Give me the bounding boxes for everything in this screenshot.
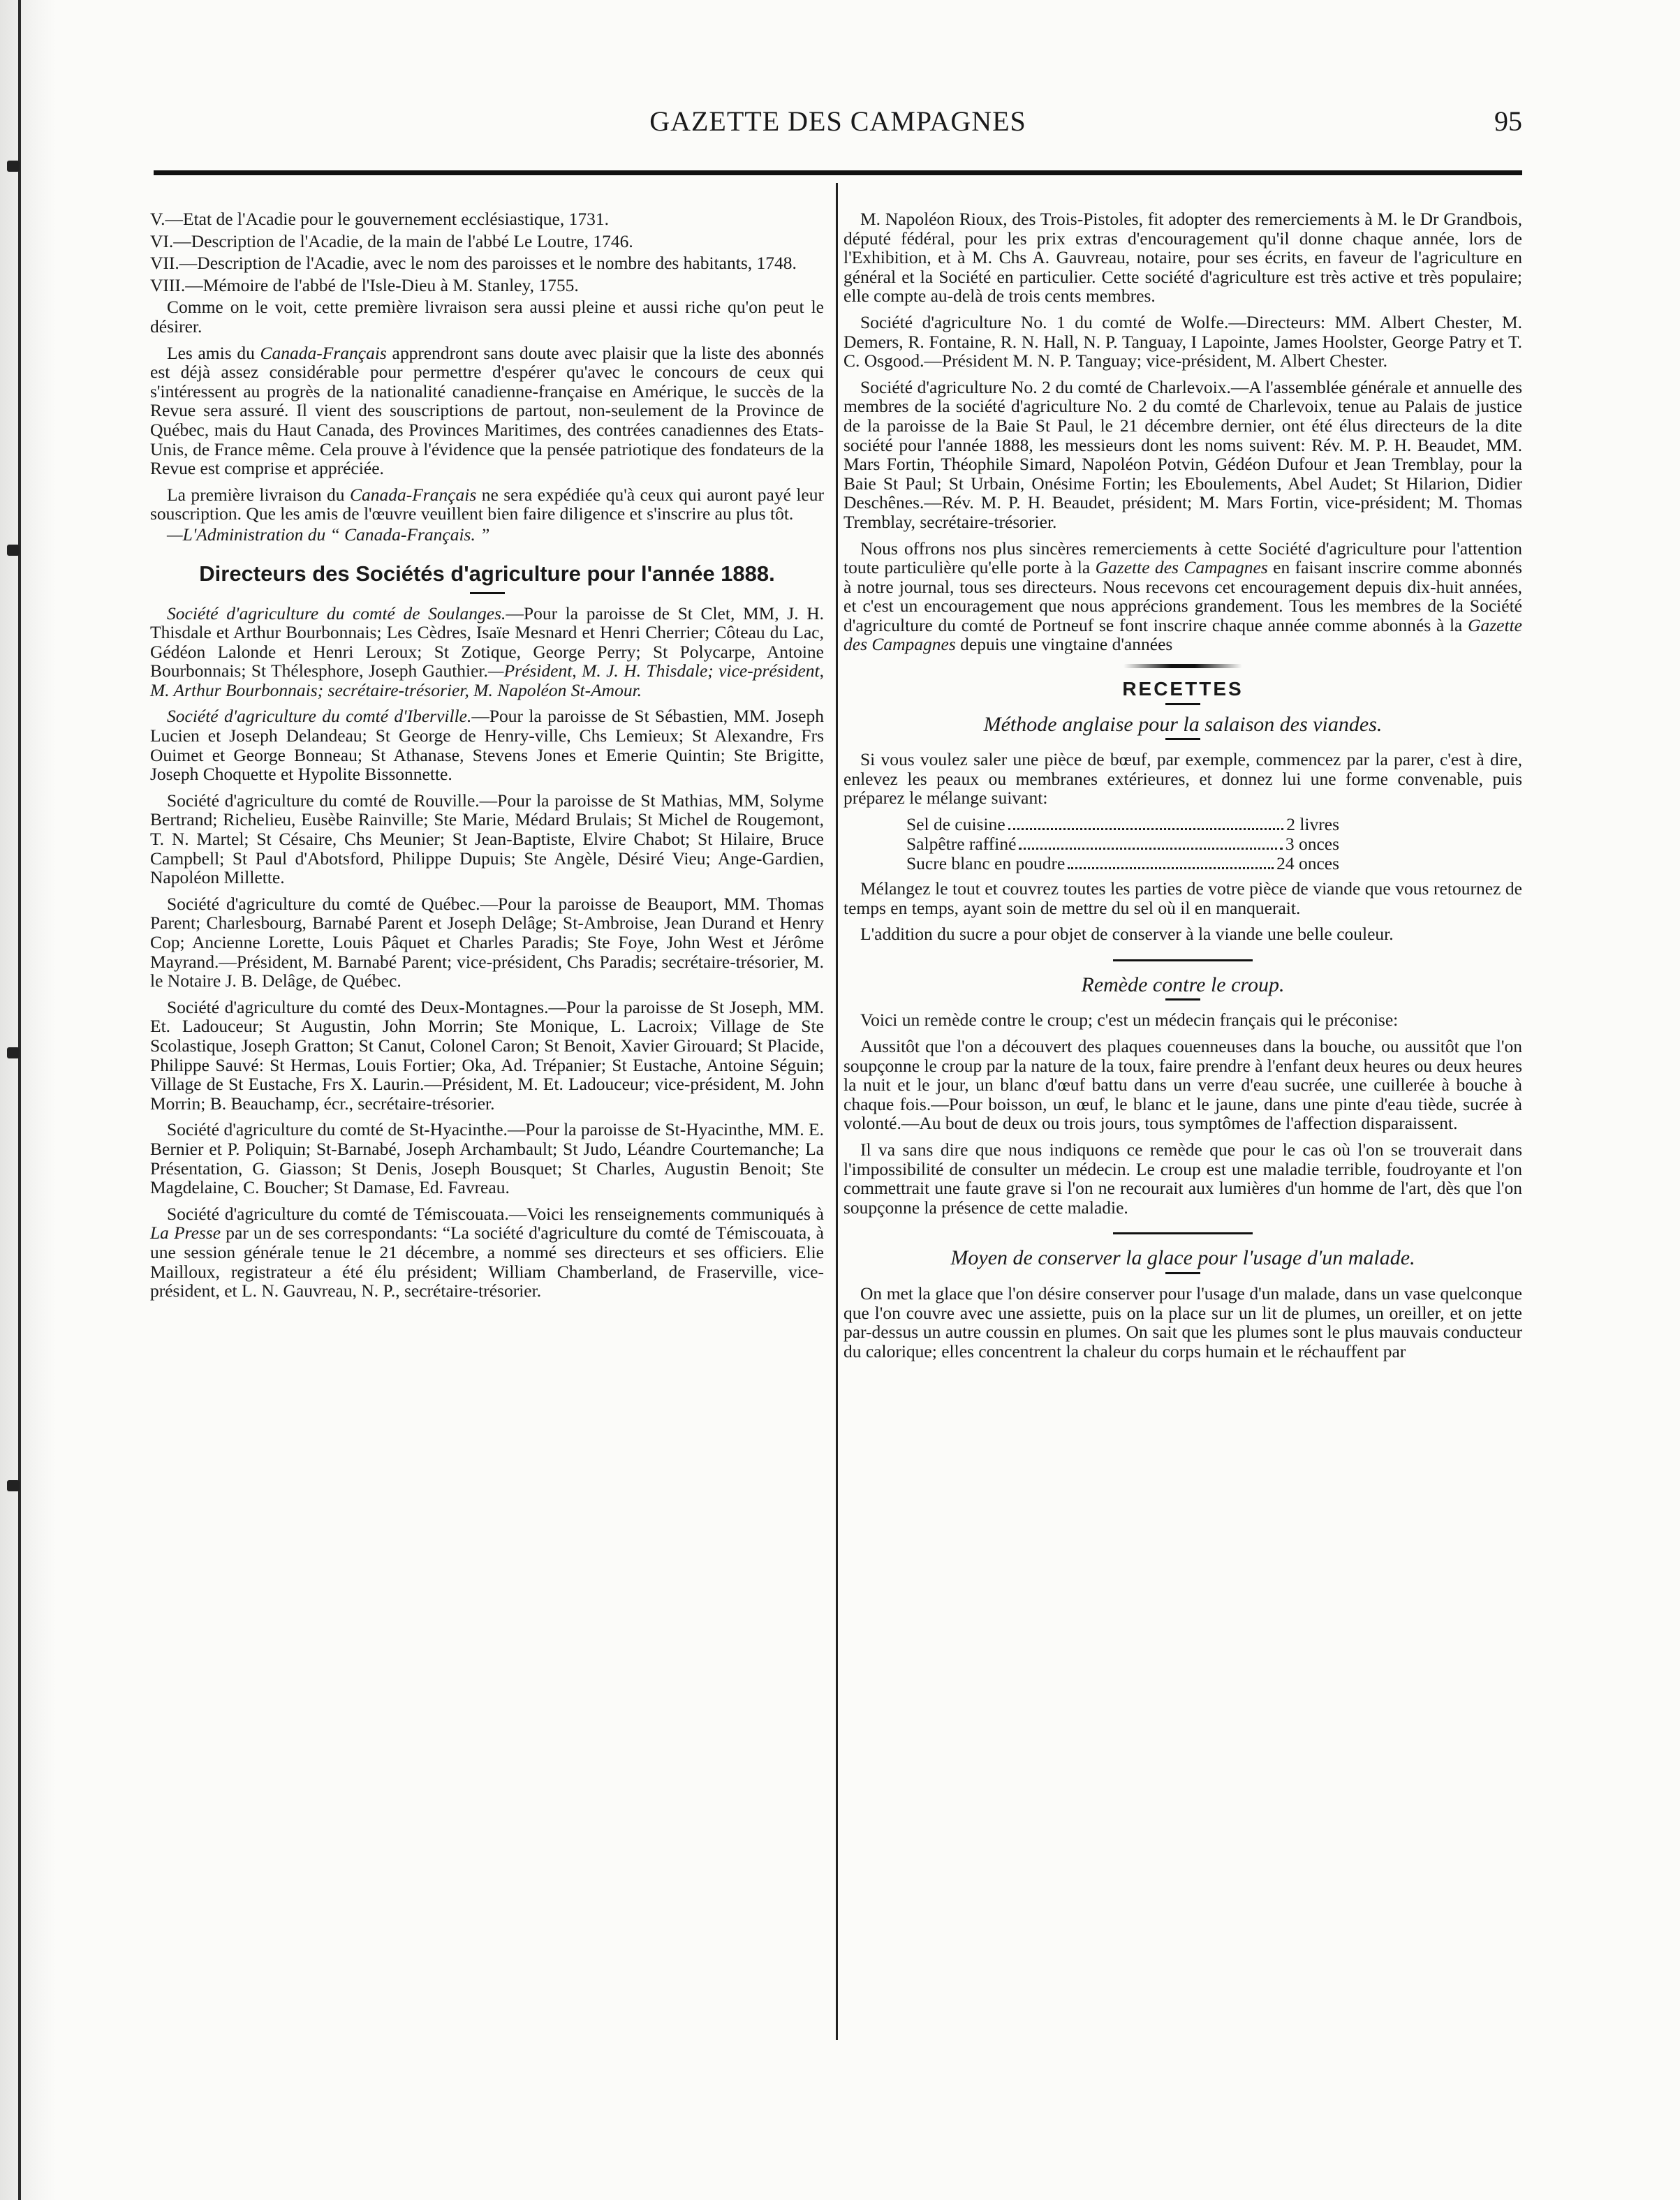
binding-rule (18, 0, 21, 2200)
binding-mark (7, 1047, 20, 1058)
ingredient-row: Salpêtre raffiné 3 onces (906, 834, 1339, 855)
page-number: 95 (1494, 105, 1522, 137)
paragraph: Nous offrons nos plus sincères remerciements à cette Société d'agriculture pour l'attention toute particulière qu'elle porte à la Gazette des Campagnes en faisant inscrire comme abonnés à notre journal, tous ses directeurs. Nous recevons cet encouragement depuis dix-huit années, et c'est un encouragement que nous apprécions grandement. Tous les membres de la Société d'agriculture du comté de Portneuf se font inscrire chaque année comme abonnés à la Gazette des Campagnes depuis une vingtaine d'années (843, 538, 1522, 655)
binding-mark (7, 1480, 20, 1491)
ingredient-row: Sel de cuisine 2 livres (906, 814, 1339, 835)
society-entry: Société d'agriculture du comté des Deux-Montagnes.—Pour la paroisse de St Joseph, MM. Et. Ladouceur; St Augustin, John Morrin; Ste Monique, L. Lacroix; Village de Ste Scolastique, Joseph Gratton; St Canut, Colonel Caron; St Benoit, Xavier Girouard; St Placide, Philippe Sauvé: St Hermas, Louis Fortier; Oka, Ad. Trépanier; St Eustache, Antoine Séguin; Village de St Eustache, Frs X. Laurin.—Président, M. Et. Ladouceur; vice-président, M. John Morrin; B. Beauchamp, écr., secrétaire-trésorier. (150, 996, 824, 1114)
separator-rule (1113, 1232, 1253, 1234)
left-column (150, 209, 824, 1308)
heading-rule (1165, 703, 1200, 705)
right-column (843, 209, 1522, 1368)
society-entry: Société d'agriculture No. 2 du comté de Charlevoix.—A l'assemblée générale et annuelle des membres de la société d'agriculture No. 2 du comté de Charlevoix, tenue au Palais de justice de la paroisse de la Baie St Paul, le 21 décembre dernier, ont été élus directeurs de la dite société pour l'année 1888, les messieurs dont les noms suivent: Rév. M. P. H. Beaudet, MM. Mars Fortin, Théophile Simard, Napoléon Potvin, Gédéon Dufour et Jean Tremblay, pour la Baie St Paul; St Urbain, Onésime Fortin; les Eboulements, Abel Audet; St Hilarion, Didier Deschênes.—Rév. M. P. H. Beaudet, président; M. Mars Fortin, vice-président; M. Thomas Tremblay, secrétaire-trésorier. (843, 376, 1522, 532)
recipe-title: Remède contre le croup. (1081, 973, 1285, 996)
page-binding-edge (0, 0, 56, 2200)
society-entry: Société d'agriculture du comté de Soulanges.—Pour la paroisse de St Clet, MM, J. H. Thisdale et Arthur Bourbonnais; Les Cèdres, Isaïe Mesnard et Henri Cherrier; Côteau du Lac, Gédéon Lalonde et Henri Leroux; St Zotique, George Perry; St Polycarpe, Antoine Bourbonnais; St Thélesphore, Joseph Gauthier.—Président, M. J. H. Thisdale; vice-président, M. Arthur Bourbonnais; secrétaire-trésorier, M. Napoléon St-Amour. (150, 603, 825, 700)
ingredient-row: Sucre blanc en poudre 24 onces (906, 853, 1339, 874)
paragraph: La première livraison du Canada-Français ne sera expédiée qu'à ceux qui auront payé leur souscription. Que les amis de l'œuvre veuillent bien faire diligence et s'inscrire au plus tôt. (150, 484, 824, 524)
section-heading: Directeurs des Sociétés d'agriculture pour l'année 1888. (199, 561, 775, 586)
paragraph: Si vous voulez saler une pièce de bœuf, par exemple, commencez par la parer, c'est à dire, enlevez les peaux ou membranes extérieures, et donnez lui une forme convenable, puis préparez le mélange suivant: (843, 749, 1522, 809)
toc-item: VII.—Description de l'Acadie, avec le nom des paroisses et le nombre des habitants, 1748. (150, 253, 797, 274)
society-entry: Société d'agriculture du comté de Rouville.—Pour la paroisse de St Mathias, MM, Solyme Bertrand; Richelieu, Eusèbe Rainville; Ste Marie, Médard Brulais; St Michel de Rougemont, T. N. Martel; St Césaire, Chs Meunier; St Jean-Baptiste, Elvire Chabot; St Hilaire, Bruce Campbell; St Paul d'Abotsford, Philippe Dupuis; Ste Angèle, Désiré Vieu; Ange-Gardien, Napoléon Millette. (150, 790, 824, 888)
toc-item: VIII.—Mémoire de l'abbé de l'Isle-Dieu à M. Stanley, 1755. (150, 274, 579, 295)
paragraph: Mélangez le tout et couvrez toutes les parties de votre pièce de viande que vous retournez de temps en temps, ayant soin de mettre du sel où il en manquerait. (843, 878, 1522, 918)
binding-mark (7, 161, 20, 172)
recipe-title: Moyen de conserver la glace pour l'usage d'un malade. (950, 1246, 1415, 1270)
society-entry: Société d'agriculture du comté d'Iberville.—Pour la paroisse de St Sébastien, MM. Joseph Lucien et Joseph Delandeau; St George de Henry-ville, Chs Lemieux; St Alexandre, Frs Ouimet et George Bonneau; St Athanase, Stevens Jones et Emerie Quintin; Ste Brigitte, Joseph Choquette et Hypolite Bissonnette. (150, 706, 824, 785)
section-ornament (1123, 664, 1242, 668)
paragraph: Aussitôt que l'on a découvert des plaques couenneuses dans la bouche, ou aussitôt que l'on soupçonne le croup par la nature de la toux, faire prendre à l'enfant deux heures ou deux heures la nuit et le jour, un blanc d'œuf battu dans un verre d'eau sucrée, une cuillerée à bouche à chaque fois.—Pour boisson, un œuf, le blanc et le jaune, dans une pinte d'eau tiède, sucrée à volonté.—Au bout de deux ou trois jours, tous symptômes de l'affection disparaissent. (843, 1036, 1522, 1134)
running-title: GAZETTE DES CAMPAGNES (649, 105, 1026, 137)
column-divider (836, 183, 838, 2040)
paragraph: Il va sans dire que nous indiquons ce remède que pour le cas où l'on se trouverait dans l'impossibilité de consulter un médecin. Le croup est une maladie terrible, foudroyante et l'on commettrait une faute grave si l'on ne recourait aux lumières d'un homme de l'art, dès que l'on soupçonne la présence de cette maladie. (843, 1139, 1522, 1218)
heading-rule (1165, 738, 1200, 740)
heading-rule (1165, 1272, 1200, 1274)
paragraph: Voici un remède contre le croup; c'est un médecin français qui le préconise: (860, 1010, 1399, 1031)
page-header (154, 105, 1522, 147)
heading-rule (470, 592, 505, 594)
society-entry: Société d'agriculture du comté de Québec.—Pour la paroisse de Beauport, MM. Thomas Parent; Charlesbourg, Barnabé Parent et Joseph Delâge; St-Ambroise, Jean Durand et Henry Cop; Ancienne Lorette, Louis Pâquet et Charles Paradis; Ste Foye, John West et Jérôme Mayrand.—Président, M. Barnabé Parent; vice-président, Chs Paradis; secrétaire-trésorier, M. le Notaire J. B. Delâge, de Québec. (150, 893, 824, 991)
recipe-title: Méthode anglaise pour la salaison des viandes. (983, 712, 1383, 736)
society-entry: Société d'agriculture du comté de Témiscouata.—Voici les renseignements communiqués à La Presse par un de ses correspondants: “La société d'agriculture du comté de Témiscouata, à une session générale tenue le 21 décembre, a nommé ses directeurs et ses officiers. Elie Mailloux, registrateur a été élu président; William Chamberland, de Fraserville, vice-président, et L. N. Gauvreau, N. P., secrétaire-trésorier. (150, 1203, 824, 1301)
paragraph: M. Napoléon Rioux, des Trois-Pistoles, fit adopter des remerciements à M. le Dr Grandbois, député fédéral, pour les prix extras d'encouragement qu'il donne chaque année, lors de l'Exhibition, et à M. Chs A. Gauvreau, notaire, pour ses écrits, en faveur de l'agriculture en général et la Société en particulier. Cette société d'agriculture est très active et très populaire; elle compte au-delà de trois cents membres. (843, 209, 1522, 307)
paragraph: On met la glace que l'on désire conserver pour l'usage d'un malade, dans un vase quelconque que l'on couvre avec une assiette, puis on la place sur un lit de plumes, un oreiller, et on jette par-dessus un autre coussin en plumes. On sait que les plumes sont le plus mauvais conducteur du calorique; elles concentrent la chaleur du corps humain et le réchauffent par (843, 1283, 1522, 1361)
paragraph: Les amis du Canada-Français apprendront sans doute avec plaisir que la liste des abonnés est déjà assez considérable pour permettre d'espérer qu'avec le concours de ceux qui s'intéressent au progrès de la nationalité canadienne-française en Amérique, le succès de la Revue sera assuré. Il vient des souscriptions de partout, non-seulement de la Province de Québec, mais du Haut Canada, des Provinces Maritimes, des contrées canadiennes des Etats-Unis, de France même. Cela prouve à l'évidence que la pensée patriotique des fondateurs de la Revue est comprise et appréciée. (150, 342, 825, 479)
toc-item: V.—Etat de l'Acadie pour le gouvernement ecclésiastique, 1731. (150, 209, 609, 229)
society-entry: Société d'agriculture du comté de St-Hyacinthe.—Pour la paroisse de St-Hyacinthe, MM. E. Bernier et P. Poliquin; St-Barnabé, Joseph Archambault; St Judo, Léandre Courtemanche; La Présentation, G. Giasson; St Denis, Joseph Bousquet; St Charles, Augustin Benoit; Ste Magdelaine, C. Boucher; St Damase, Ed. Favreau. (150, 1119, 824, 1198)
toc-item: VI.—Description de l'Acadie, de la main de l'abbé Le Loutre, 1746. (150, 230, 633, 251)
society-entry: Société d'agriculture No. 1 du comté de Wolfe.—Directeurs: MM. Albert Chester, M. Demers, R. Fontaine, R. N. Hall, N. P. Tanguay, I Lapointe, James Hoolster, George Patry et T. C. Osgood.—Président M. N. P. Tanguay; vice-président, M. Albert Chester. (843, 311, 1522, 371)
separator-rule (1113, 959, 1253, 961)
heading-rule (1165, 998, 1200, 1001)
paragraph: Comme on le voit, cette première livraison sera aussi pleine et aussi riche qu'on peut le désirer. (150, 297, 824, 337)
binding-mark (7, 545, 20, 556)
paragraph: L'addition du sucre a pour objet de conserver à la viande une belle couleur. (860, 924, 1394, 945)
ingredient-list (906, 815, 1339, 873)
section-heading-recettes: RECETTES (1122, 678, 1244, 700)
header-rule (154, 170, 1522, 175)
signature: —L'Administration du “ Canada-Français. ” (167, 524, 490, 545)
